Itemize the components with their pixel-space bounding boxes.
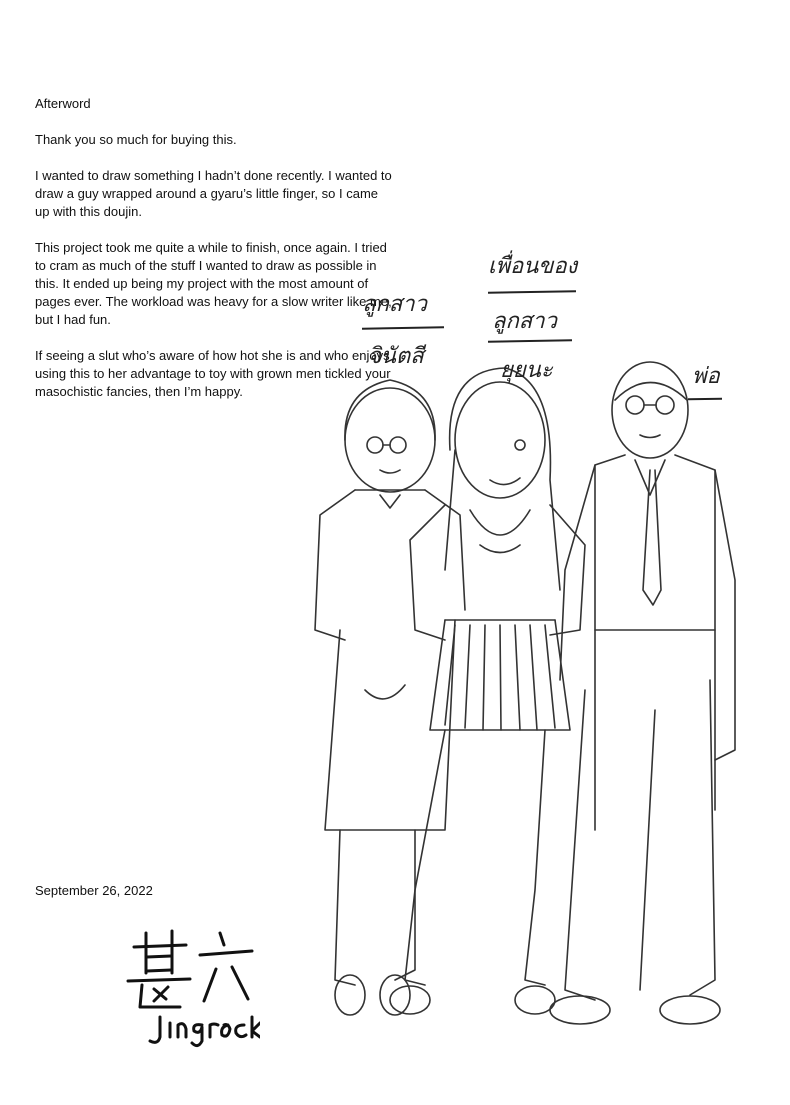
label-middle-role: ลูกสาว	[492, 309, 557, 334]
label-left-role: ลูกสาว	[362, 292, 427, 317]
label-middle-role-top: เพื่อนของ	[488, 254, 578, 279]
date-text: September 26, 2022	[35, 883, 153, 898]
character-illustration	[295, 330, 765, 1060]
afterword-paragraph-1: Thank you so much for buying this.	[35, 132, 237, 147]
afterword-heading: Afterword	[35, 96, 91, 111]
afterword-paragraph-2: I wanted to draw something I hadn’t done recently. I wanted to draw a guy wrapped around a gyaru’s little finger, so I came up with this doujin.	[35, 168, 392, 219]
label-left-name: จินัตสี	[368, 344, 424, 369]
label-right-role: พ่อ	[692, 364, 720, 389]
signature-image	[120, 925, 260, 1055]
label-middle-name: ยุยนะ	[500, 358, 553, 383]
afterword-paragraph-3: This project took me quite a while to finish, once again. I tried to cram as much of the stuff I wanted to draw as possible in this. It ended up being my project with the most amount of pages ever. The workload was heavy for a slow writer like me, but I had fun.	[35, 240, 392, 327]
underline-middle-top	[488, 290, 576, 294]
afterword-paragraph-4: If seeing a slut who’s aware of how hot she is and who enjoys using this to her advantage to toy with grown men tickled your masochistic fancies, then I’m happy.	[35, 348, 391, 399]
